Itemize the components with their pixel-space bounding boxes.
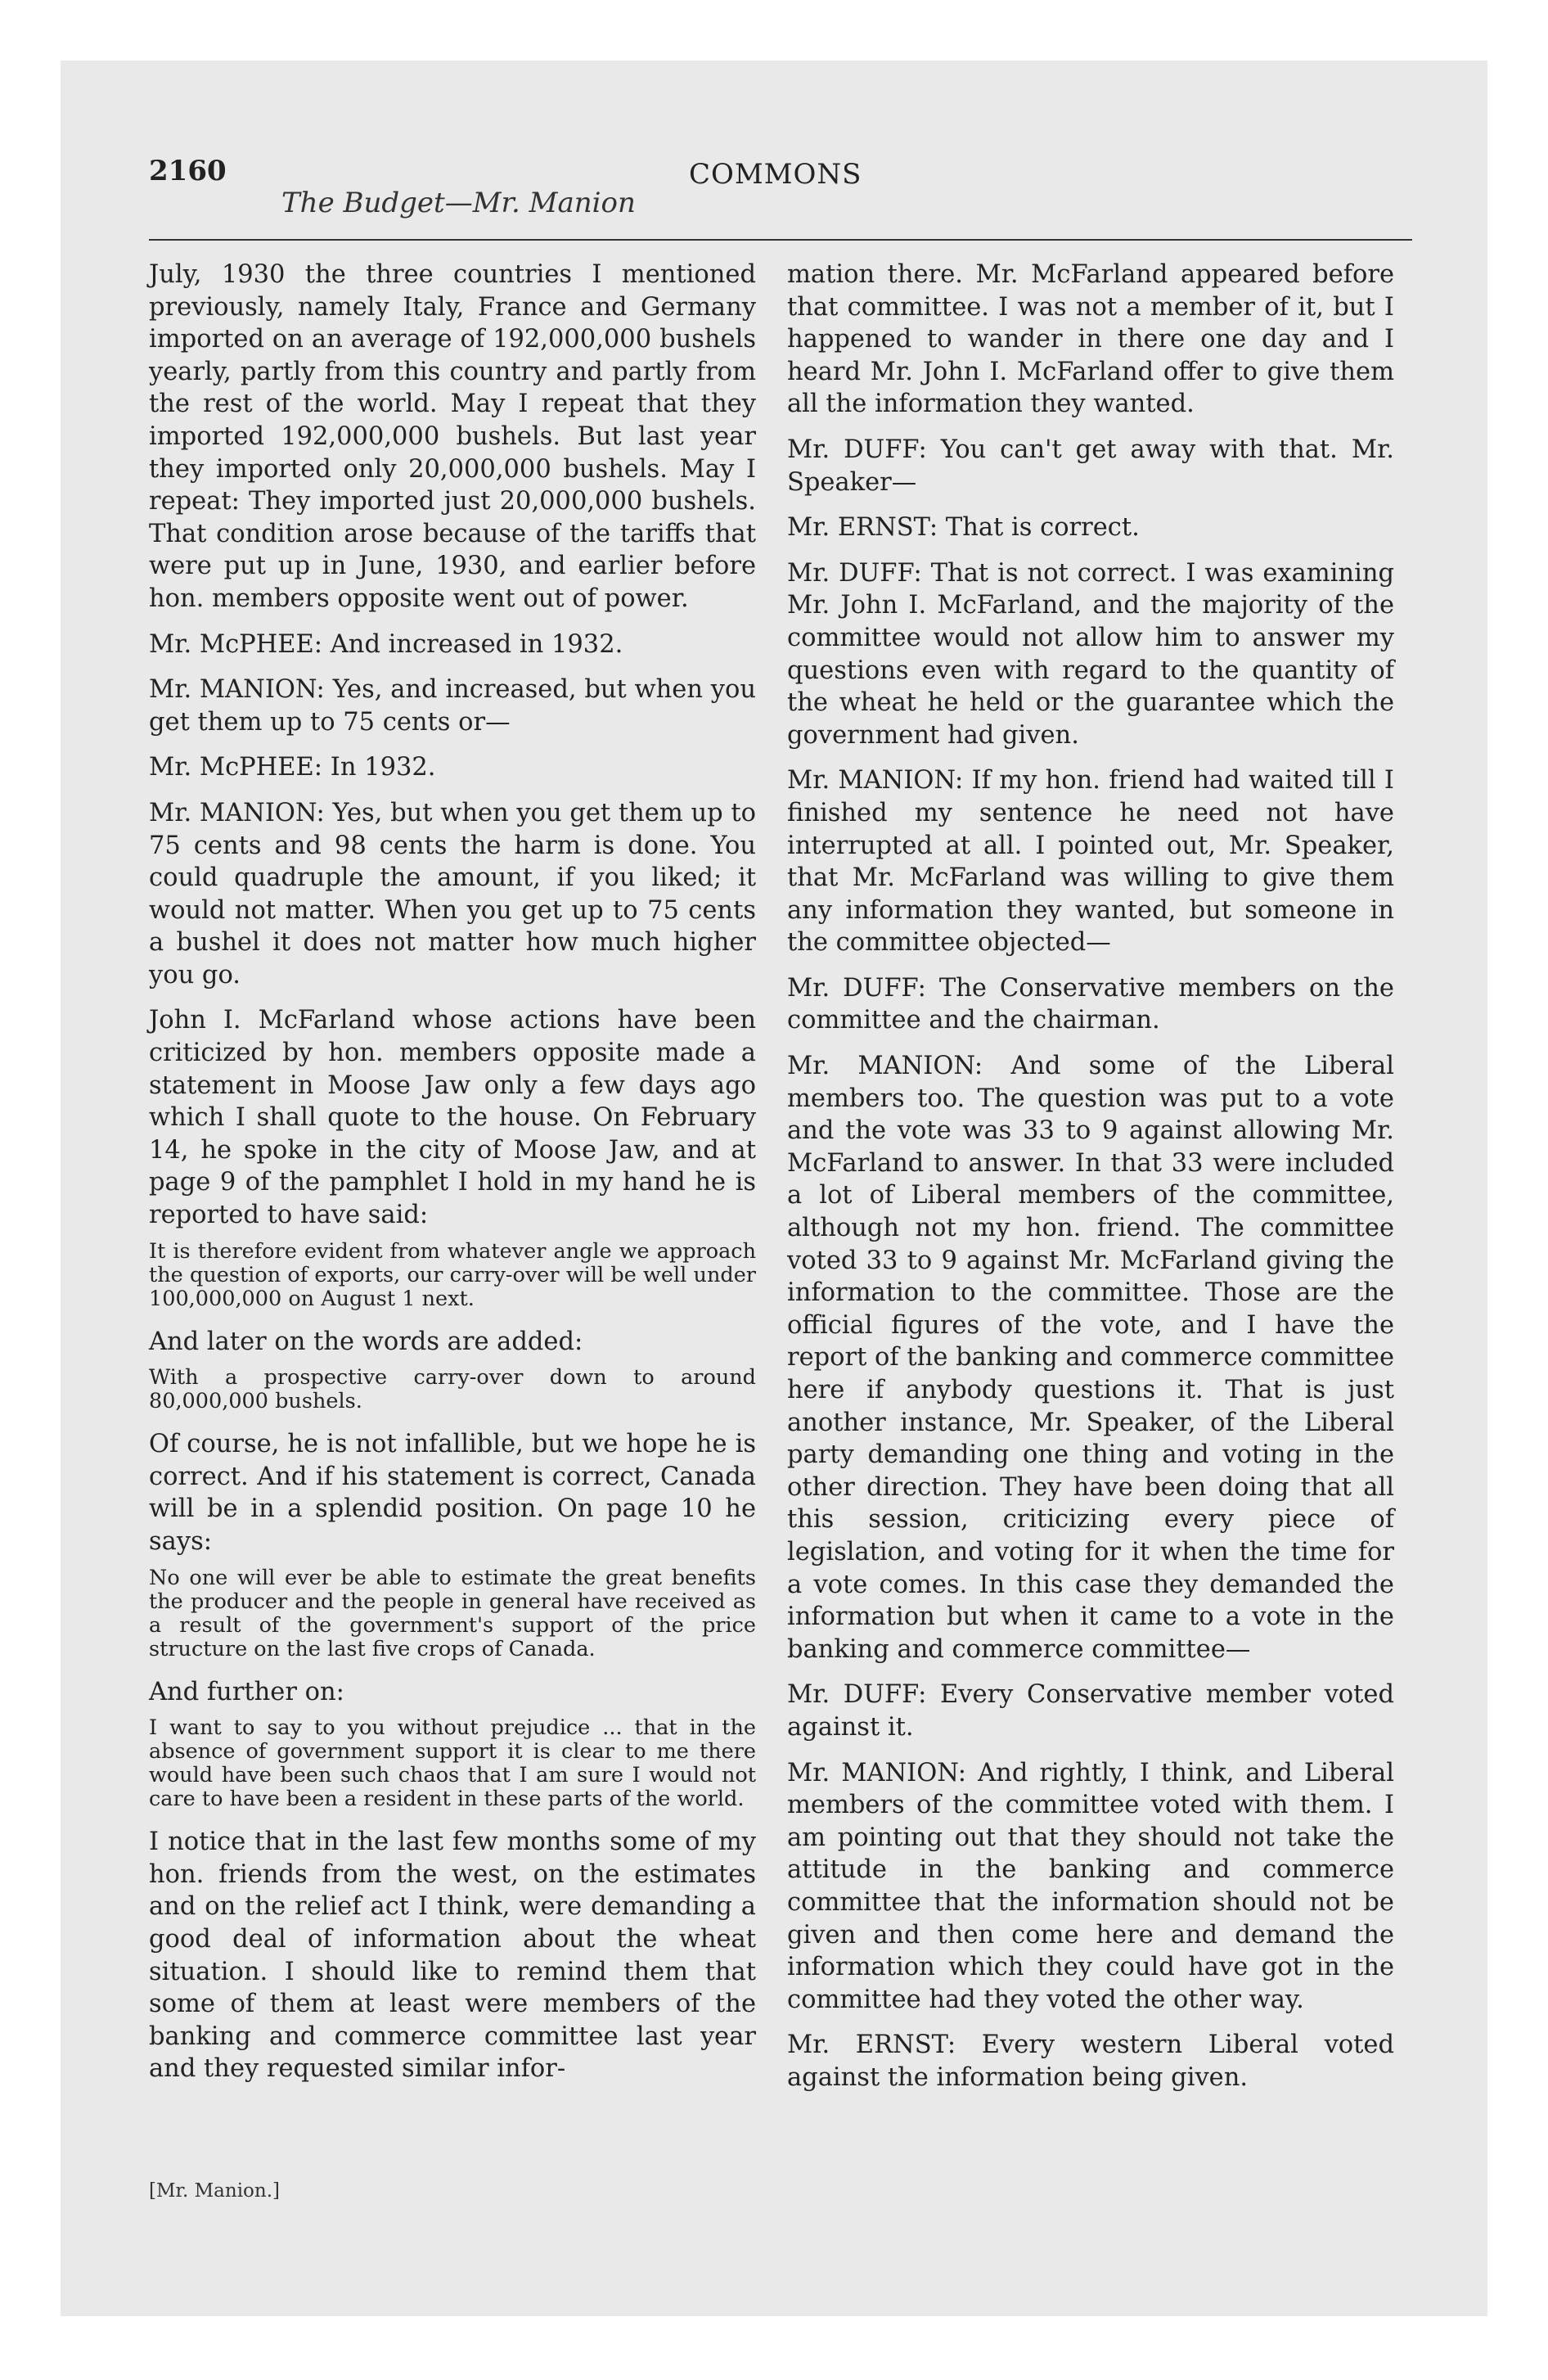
paragraph: Mr. MANION: Yes, but when you get them up to 75 cents and 98 cents the harm is done. You could quadruple the amount, if you liked; it would not matter. When you get up to 75 cents a bushel it does not matter how much higher you go. [149,798,756,989]
block-quote: With a prospective carry-over down to around 80,000,000 bushels. [149,1365,756,1414]
running-title: The Budget—Mr. Manion [281,187,636,219]
block-quote: I want to say to you without prejudice ... that in the absence of government support it is clear to me there would have been such chaos that I am sure I would not care to have been a resident in these parts of the world. [149,1715,756,1812]
left-column [149,259,756,2098]
house-heading: COMMONS [689,158,862,191]
header-rule [149,239,1412,241]
paragraph: mation there. Mr. McFarland appeared before that committee. I was not a member of it, but I happened to wander in there one day and I heard Mr. John I. McFarland offer to give them all the information they wanted. [787,260,1394,419]
paragraph: Mr. DUFF: That is not correct. I was examining Mr. John I. McFarland, and the majority of the committee would not allow him to answer my questions even with regard to the quantity of the wheat he held or the guarantee which the government had given. [787,558,1394,750]
block-quote: It is therefore evident from whatever angle we approach the question of exports, our carry-over will be well under 100,000,000 on August 1 next. [149,1238,756,1311]
paragraph: Of course, he is not infallible, but we hope he is correct. And if his statement is correct, Canada will be in a splendid position. On page 10 he says: [149,1430,756,1556]
paragraph: Mr. ERNST: Every western Liberal voted against the information being given. [787,2031,1394,2092]
paragraph: Mr. MANION: If my hon. friend had waited till I finished my sentence he need not have interrupted at all. I pointed out, Mr. Speaker, that Mr. McFarland was willing to give them any information they wanted, but someone in the committee objected— [787,766,1394,958]
right-column [787,259,1394,2107]
paragraph: John I. McFarland whose actions have been criticized by hon. members opposite made a statement in Moose Jaw only a few days ago which I shall quote to the house. On February 14, he spoke in the city of Moose Jaw, and at page 9 of the pamphlet I hold in my hand he is reported to have said: [149,1006,756,1230]
paragraph: Mr. MANION: And some of the Liberal members too. The question was put to a vote and the vote was 33 to 9 against allowing Mr. McFarland to answer. In that 33 were included a lot of Liberal members of the committee, although not my hon. friend. The committee voted 33 to 9 against Mr. McFarland giving the information to the committee. Those are the official figures of the vote, and I have the report of the banking and commerce committee here if anybody questions it. That is just another instance, Mr. Speaker, of the Liberal party demanding one thing and voting in the other direction. They have been doing that all this session, criticizing every piece of legislation, and voting for it when the time for a vote comes. In this case they demanded the information but when it came to a vote in the banking and commerce committee— [787,1052,1394,1664]
page-number: 2160 [149,155,227,187]
paragraph: Mr. DUFF: The Conservative members on the committee and the chairman. [787,973,1394,1035]
paragraph: Mr. DUFF: You can't get away with that. Mr. Speaker— [787,435,1394,497]
paragraph: And later on the words are added: [149,1327,583,1356]
paragraph: Mr. DUFF: Every Conservative member voted against it. [787,1680,1394,1742]
paragraph: I notice that in the last few months some of my hon. friends from the west, on the estimates and on the relief act I think, were demanding a good deal of information about the wheat situation. I should like to remind them that some of them at least were members of the banking and commerce committee last year and they requested similar infor- [149,1828,756,2084]
paragraph: Mr. McPHEE: In 1932. [149,753,436,782]
paragraph: Mr. McPHEE: And increased in 1932. [149,629,623,659]
speaker-footer: [Mr. Manion.] [149,2180,280,2202]
paragraph: Mr. MANION: And rightly, I think, and Liberal members of the committee voted with them. I am pointing out that they should not take the attitude in the banking and commerce committee that the information should not be given and then come here and demand the information which they could have got in the committee had they voted the other way. [787,1758,1394,2014]
paragraph: Mr. ERNST: That is correct. [787,513,1140,543]
paragraph: And further on: [149,1677,344,1706]
paragraph: July, 1930 the three countries I mentioned previously, namely Italy, France and Germany imported on an average of 192,000,000 bushels yearly, partly from this country and partly from the rest of the world. May I repeat that they imported 192,000,000 bushels. But last year they imported only 20,000,000 bushels. May I repeat: They imported just 20,000,000 bushels. That condition arose because of the tariffs that were put up in June, 1930, and earlier before hon. members opposite went out of power. [149,260,756,613]
paragraph: Mr. MANION: Yes, and increased, but when you get them up to 75 cents or— [149,675,756,737]
block-quote: No one will ever be able to estimate the great benefits the producer and the people in general have received as a result of the government's support of the price structure on the last five crops of Canada. [149,1565,756,1661]
